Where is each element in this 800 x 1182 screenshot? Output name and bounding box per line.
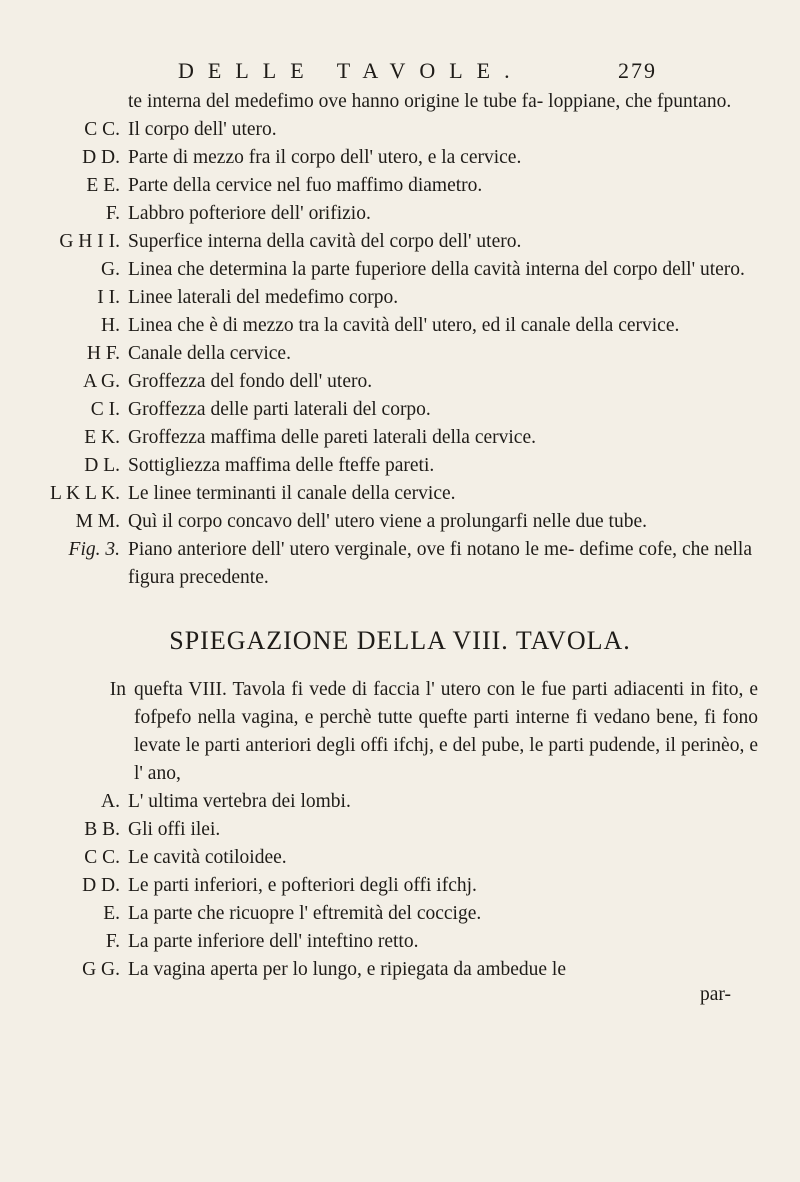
- legend-text: Superfice interna della cavità del corpo dell' utero.: [128, 231, 522, 252]
- legend-entry: [0, 172, 800, 200]
- legend-label: B B.: [84, 819, 120, 840]
- legend-entry: [0, 312, 800, 340]
- legend-label: H.: [101, 315, 120, 336]
- legend-entry: [0, 900, 800, 928]
- legend-entry: [0, 340, 800, 368]
- intro-lead: In: [109, 679, 126, 700]
- legend-text: Linea che è di mezzo tra la cavità dell' utero, ed il canale della cervice.: [128, 315, 680, 336]
- legend-text: Piano anteriore dell' utero verginale, ove fi notano le me- defime cofe, che nella figura precedente.: [128, 539, 752, 588]
- legend-body: [0, 88, 800, 1006]
- legend-text: Sottigliezza maffima delle fteffe pareti.: [128, 455, 435, 476]
- legend-text: Le linee terminanti il canale della cervice.: [128, 483, 456, 504]
- legend-entry: [0, 116, 800, 144]
- legend-text: Quì il corpo concavo dell' utero viene a prolungarfi nelle due tube.: [128, 511, 647, 532]
- legend-text: Parte della cervice nel fuo maffimo diametro.: [128, 175, 483, 196]
- legend-label: A.: [101, 791, 120, 812]
- legend-label: F.: [105, 931, 120, 952]
- legend-label: C I.: [90, 399, 120, 420]
- legend-text: Le parti inferiori, e pofteriori degli offi ifchj.: [128, 875, 477, 896]
- legend-text: Parte di mezzo fra il corpo dell' utero, e la cervice.: [128, 147, 522, 168]
- legend-label: Fig. 3.: [68, 539, 120, 560]
- legend-label: F.: [105, 203, 120, 224]
- legend-entry: [0, 88, 800, 116]
- legend-text: Groffezza delle parti laterali del corpo.: [128, 399, 431, 420]
- legend-text: Canale della cervice.: [128, 343, 291, 364]
- legend-entry: [0, 452, 800, 480]
- legend-entry: [0, 956, 800, 984]
- legend-text: Il corpo dell' utero.: [128, 119, 277, 140]
- legend-label: E E.: [86, 175, 120, 196]
- legend-entry: [0, 536, 800, 592]
- legend-entry: [0, 368, 800, 396]
- legend-list-bottom: [0, 788, 800, 984]
- running-head-title: DELLE TAVOLE.: [178, 58, 524, 83]
- legend-label: L K L K.: [49, 483, 120, 504]
- section-heading: SPIEGAZIONE DELLA VIII. TAVOLA.: [169, 626, 631, 655]
- legend-entry: [0, 144, 800, 172]
- legend-text: Labbro pofteriore dell' orifizio.: [128, 203, 371, 224]
- legend-entry: [0, 788, 800, 816]
- legend-text: La parte inferiore dell' inteftino retto.: [128, 931, 419, 952]
- legend-entry: [0, 396, 800, 424]
- legend-list-top: [0, 88, 800, 592]
- legend-label: G H I I.: [59, 231, 120, 252]
- legend-text: Gli offi ilei.: [128, 819, 221, 840]
- legend-text: L' ultima vertebra dei lombi.: [128, 791, 351, 812]
- legend-entry: [0, 480, 800, 508]
- legend-label: H F.: [86, 343, 120, 364]
- legend-text: La parte che ricuopre l' eftremità del coccige.: [128, 903, 482, 924]
- legend-entry: [0, 256, 800, 284]
- legend-label: E K.: [84, 427, 120, 448]
- page-number: 279: [618, 58, 657, 83]
- legend-text: Linee laterali del medefimo corpo.: [128, 287, 399, 308]
- legend-entry: [0, 284, 800, 312]
- intro-text: quefta VIII. Tavola fi vede di faccia l' utero con le fue parti adiacenti in fito, e fofpefo nella vagina, e perchè tutte quefte parti interne fi vedano bene, fi fono levate le parti anteriori degli offi ifchj, e del pube, le parti pudende, il perinèo, e l' ano,: [134, 679, 758, 784]
- legend-entry: [0, 844, 800, 872]
- legend-entry: [0, 816, 800, 844]
- legend-label: D D.: [82, 875, 120, 896]
- catchword: par-: [700, 984, 732, 1005]
- intro-paragraph: [0, 676, 800, 788]
- legend-text: Groffezza maffima delle pareti laterali della cervice.: [128, 427, 536, 448]
- legend-label: D D.: [82, 147, 120, 168]
- legend-text: Groffezza del fondo dell' utero.: [128, 371, 373, 392]
- legend-label: G G.: [82, 959, 120, 980]
- legend-label: E.: [103, 903, 120, 924]
- legend-entry: [0, 508, 800, 536]
- legend-label: A G.: [83, 371, 120, 392]
- legend-text: La vagina aperta per lo lungo, e ripiegata da ambedue le: [128, 959, 567, 980]
- legend-entry: [0, 200, 800, 228]
- legend-entry: [0, 228, 800, 256]
- legend-entry: [0, 928, 800, 956]
- legend-label: M M.: [75, 511, 120, 532]
- legend-text: te interna del medefimo ove hanno origine le tube fa- loppiane, che fpuntano.: [128, 91, 732, 112]
- legend-label: C C.: [84, 119, 120, 140]
- legend-entry: [0, 872, 800, 900]
- legend-label: I I.: [97, 287, 120, 308]
- legend-label: C C.: [84, 847, 120, 868]
- legend-label: G.: [101, 259, 120, 280]
- legend-entry: [0, 424, 800, 452]
- legend-text: Le cavità cotiloidee.: [128, 847, 287, 868]
- legend-text: Linea che determina la parte fuperiore della cavità interna del corpo dell' utero.: [128, 259, 745, 280]
- legend-label: D L.: [84, 455, 120, 476]
